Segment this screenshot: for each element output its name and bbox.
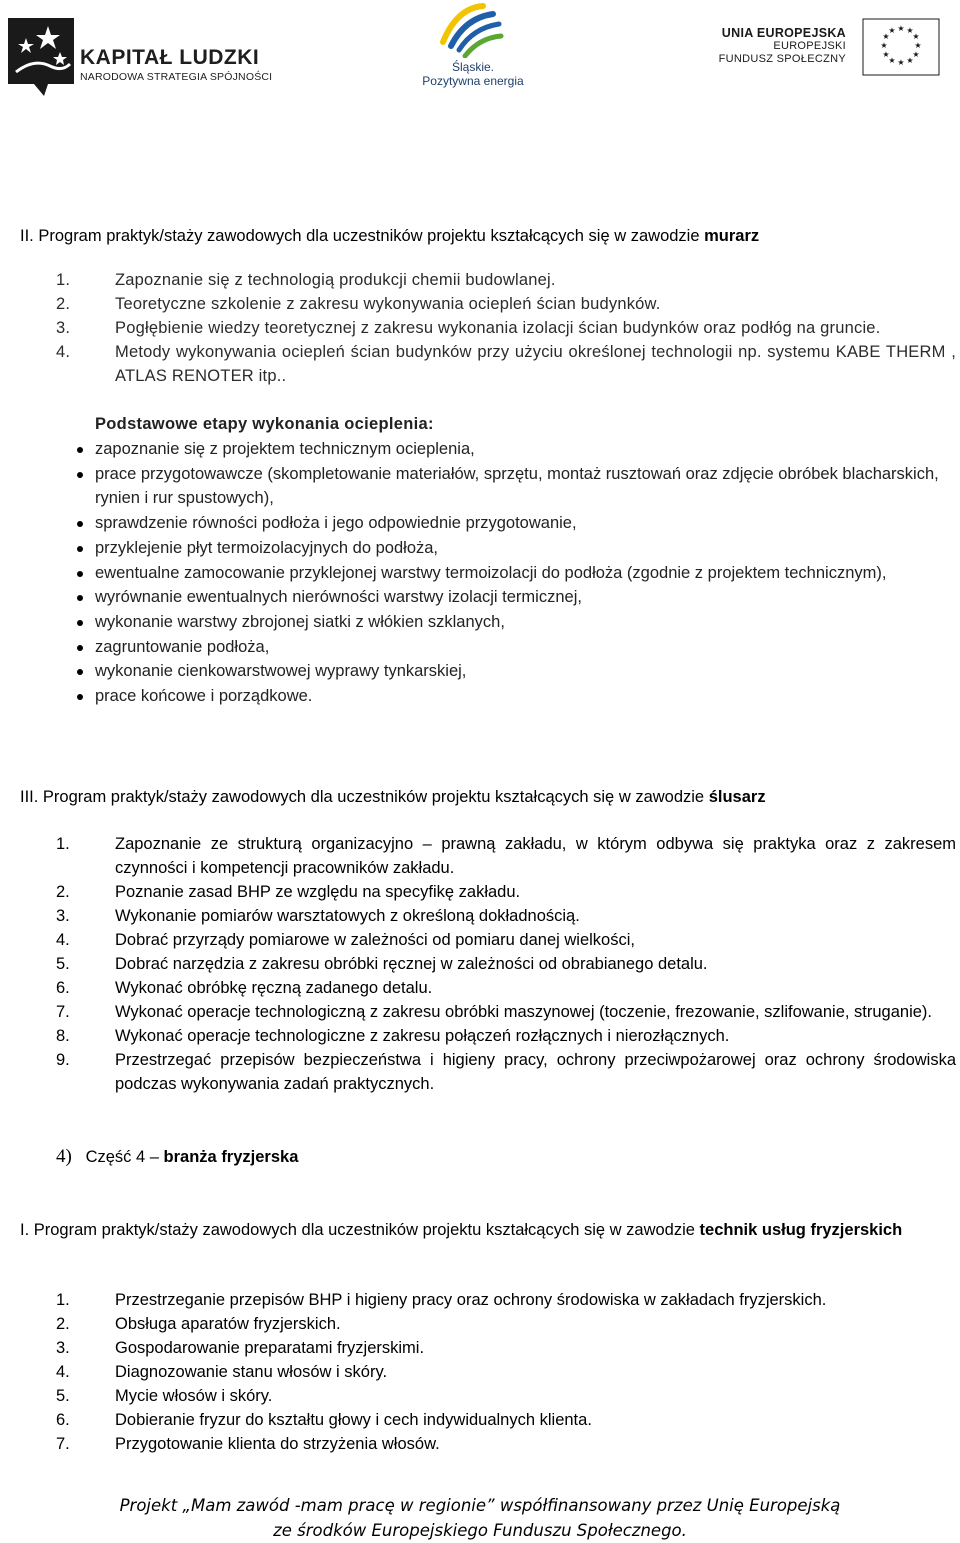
list-item: 6. Wykonać obróbkę ręczną zadanego detalu. <box>56 979 433 997</box>
list-item: wyrównanie ewentualnych nierówności warstwy izolacji termicznej, <box>78 585 958 610</box>
footer-line-2: ze środków Europejskiego Funduszu Społecznego. <box>273 1521 687 1540</box>
part4-bold: branża fryzjerska <box>163 1148 299 1166</box>
eu-fund-line2: FUNDUSZ SPOŁECZNY <box>718 53 846 65</box>
heading-bold: ślusarz <box>708 788 766 806</box>
svg-text:★: ★ <box>897 24 905 33</box>
svg-text:★: ★ <box>906 26 914 35</box>
list-item: 2. Poznanie zasad BHP ze względu na specyfikę zakładu. <box>56 883 521 901</box>
list-item: 5. Dobrać narzędzia z zakresu obróbki ręcznej w zależności od obrabianego detalu. <box>56 955 708 973</box>
list-item: 4. Metody wykonywania ociepleń ścian budynków przy użyciu określonej technologii np. systemu KABE THERM , ATLAS RENOTER itp.. <box>56 343 956 385</box>
part4-heading <box>56 1144 298 1170</box>
list-item: prace końcowe i porządkowe. <box>78 684 958 709</box>
murarz-numbered-list <box>56 268 956 388</box>
eu-title: UNIA EUROPEJSKA <box>721 26 846 40</box>
list-item: wykonanie cienkowarstwowej wyprawy tynkarskiej, <box>78 659 958 684</box>
eu-fund-line1: EUROPEJSKI <box>773 40 846 52</box>
list-item: 3. Pogłębienie wiedzy teoretycznej z zakresu wykonania izolacji ścian budynków oraz podłóg na gruncie. <box>56 319 881 337</box>
fryzjer-numbered-list <box>56 1288 956 1456</box>
list-item: zagruntowanie podłoża, <box>78 635 958 660</box>
svg-text:★: ★ <box>914 41 922 50</box>
list-item: 5. Mycie włosów i skóry. <box>56 1387 273 1405</box>
kapital-ludzki-subtitle: NARODOWA STRATEGIA SPÓJNOŚCI <box>80 71 273 83</box>
svg-text:★: ★ <box>888 56 896 65</box>
section-heading-murarz <box>20 224 950 248</box>
slaskie-logo <box>405 2 530 98</box>
section-heading-slusarz <box>20 785 950 809</box>
heading-text: III. Program praktyk/staży zawodowych dla uczestników projektu kształcących się w zawodzie <box>20 788 709 806</box>
stages-heading: Podstawowe etapy wykonania ocieplenia: <box>95 415 434 433</box>
list-item: 7. Wykonać operacje technologiczną z zakresu obróbki maszynowej (toczenie, frezowanie, szlifowanie, struganie). <box>56 1003 932 1021</box>
slaskie-name: Śląskie. <box>451 60 495 74</box>
svg-text:★: ★ <box>880 41 888 50</box>
list-item: 3. Wykonanie pomiarów warsztatowych z określoną dokładnością. <box>56 907 580 925</box>
svg-text:★: ★ <box>912 32 920 41</box>
footer-line-1: Projekt „Mam zawód -mam pracę w regionie” współfinansowany przez Unię Europejską <box>119 1496 841 1515</box>
svg-text:★: ★ <box>882 50 890 59</box>
heading-bold: technik usług fryzjerskich <box>699 1221 903 1239</box>
svg-text:★: ★ <box>897 58 905 67</box>
stages-bullet-list <box>78 437 958 709</box>
list-item: 3. Gospodarowanie preparatami fryzjerskimi. <box>56 1339 425 1357</box>
list-item: 1. Zapoznanie ze strukturą organizacyjno – prawną zakładu, w którym odbywa się praktyka oraz z zakresem czynności i kompetencji pracowników zakładu. <box>56 835 956 877</box>
list-item: prace przygotowawcze (skompletowanie materiałów, sprzętu, montaż rusztowań oraz zdjęcie obróbek blacharskich, rynien i rur spustowych), <box>78 462 958 511</box>
svg-text:★: ★ <box>906 56 914 65</box>
list-item: ewentualne zamocowanie przyklejonej warstwy termoizolacji do podłoża (zgodnie z projektem technicznym), <box>78 561 958 586</box>
list-item: sprawdzenie równości podłoża i jego odpowiednie przygotowanie, <box>78 511 958 536</box>
list-item: 6. Dobieranie fryzur do kształtu głowy i cech indywidualnych klienta. <box>56 1411 592 1429</box>
eu-efs-logo <box>704 14 944 74</box>
slusarz-numbered-list <box>56 832 956 1096</box>
kapital-ludzki-title: KAPITAŁ LUDZKI <box>80 46 260 69</box>
heading-text: I. Program praktyk/staży zawodowych dla uczestników projektu kształcących się w zawodzie <box>20 1221 700 1239</box>
svg-text:★: ★ <box>912 50 920 59</box>
eu-flag-icon <box>862 18 940 76</box>
svg-text:★: ★ <box>882 32 890 41</box>
svg-text:★: ★ <box>888 26 896 35</box>
heading-text: II. Program praktyk/staży zawodowych dla uczestników projektu kształcących się w zawodzie <box>20 227 705 245</box>
part4-label: Część 4 – <box>85 1148 164 1166</box>
section-heading-fryzjer <box>20 1218 950 1242</box>
list-item: 2. Obsługa aparatów fryzjerskich. <box>56 1315 341 1333</box>
list-item: 4. Diagnozowanie stanu włosów i skóry. <box>56 1363 388 1381</box>
list-item: 9. Przestrzegać przepisów bezpieczeństwa i higieny pracy, ochrony przeciwpożarowej oraz ochrony środowiska podczas wykonywania zadań praktycznych. <box>56 1051 956 1093</box>
page-footer <box>0 1493 960 1543</box>
list-item: zapoznanie się z projektem technicznym ocieplenia, <box>78 437 958 462</box>
list-item: 1. Zapoznanie się z technologią produkcji chemii budowlanej. <box>56 271 556 289</box>
list-item: 4. Dobrać przyrządy pomiarowe w zależności od pomiaru danej wielkości, <box>56 931 635 949</box>
slaskie-tagline: Pozytywna energia <box>422 74 524 88</box>
part4-number: 4) <box>56 1146 72 1167</box>
list-item: 7. Przygotowanie klienta do strzyżenia włosów. <box>56 1435 440 1453</box>
slaskie-emblem-icon <box>435 2 505 58</box>
list-item: 1. Przestrzeganie przepisów BHP i higieny pracy oraz ochrony środowiska w zakładach fryzjerskich. <box>56 1291 827 1309</box>
list-item: 8. Wykonać operacje technologiczne z zakresu połączeń rozłącznych i nierozłącznych. <box>56 1027 730 1045</box>
list-item: 2. Teoretyczne szkolenie z zakresu wykonywania ociepleń ścian budynków. <box>56 295 661 313</box>
list-item: wykonanie warstwy zbrojonej siatki z włókien szklanych, <box>78 610 958 635</box>
list-item: przyklejenie płyt termoizolacyjnych do podłoża, <box>78 536 958 561</box>
kapital-ludzki-emblem-icon <box>4 14 78 100</box>
kapital-ludzki-logo <box>4 12 274 102</box>
heading-bold: murarz <box>704 227 760 245</box>
